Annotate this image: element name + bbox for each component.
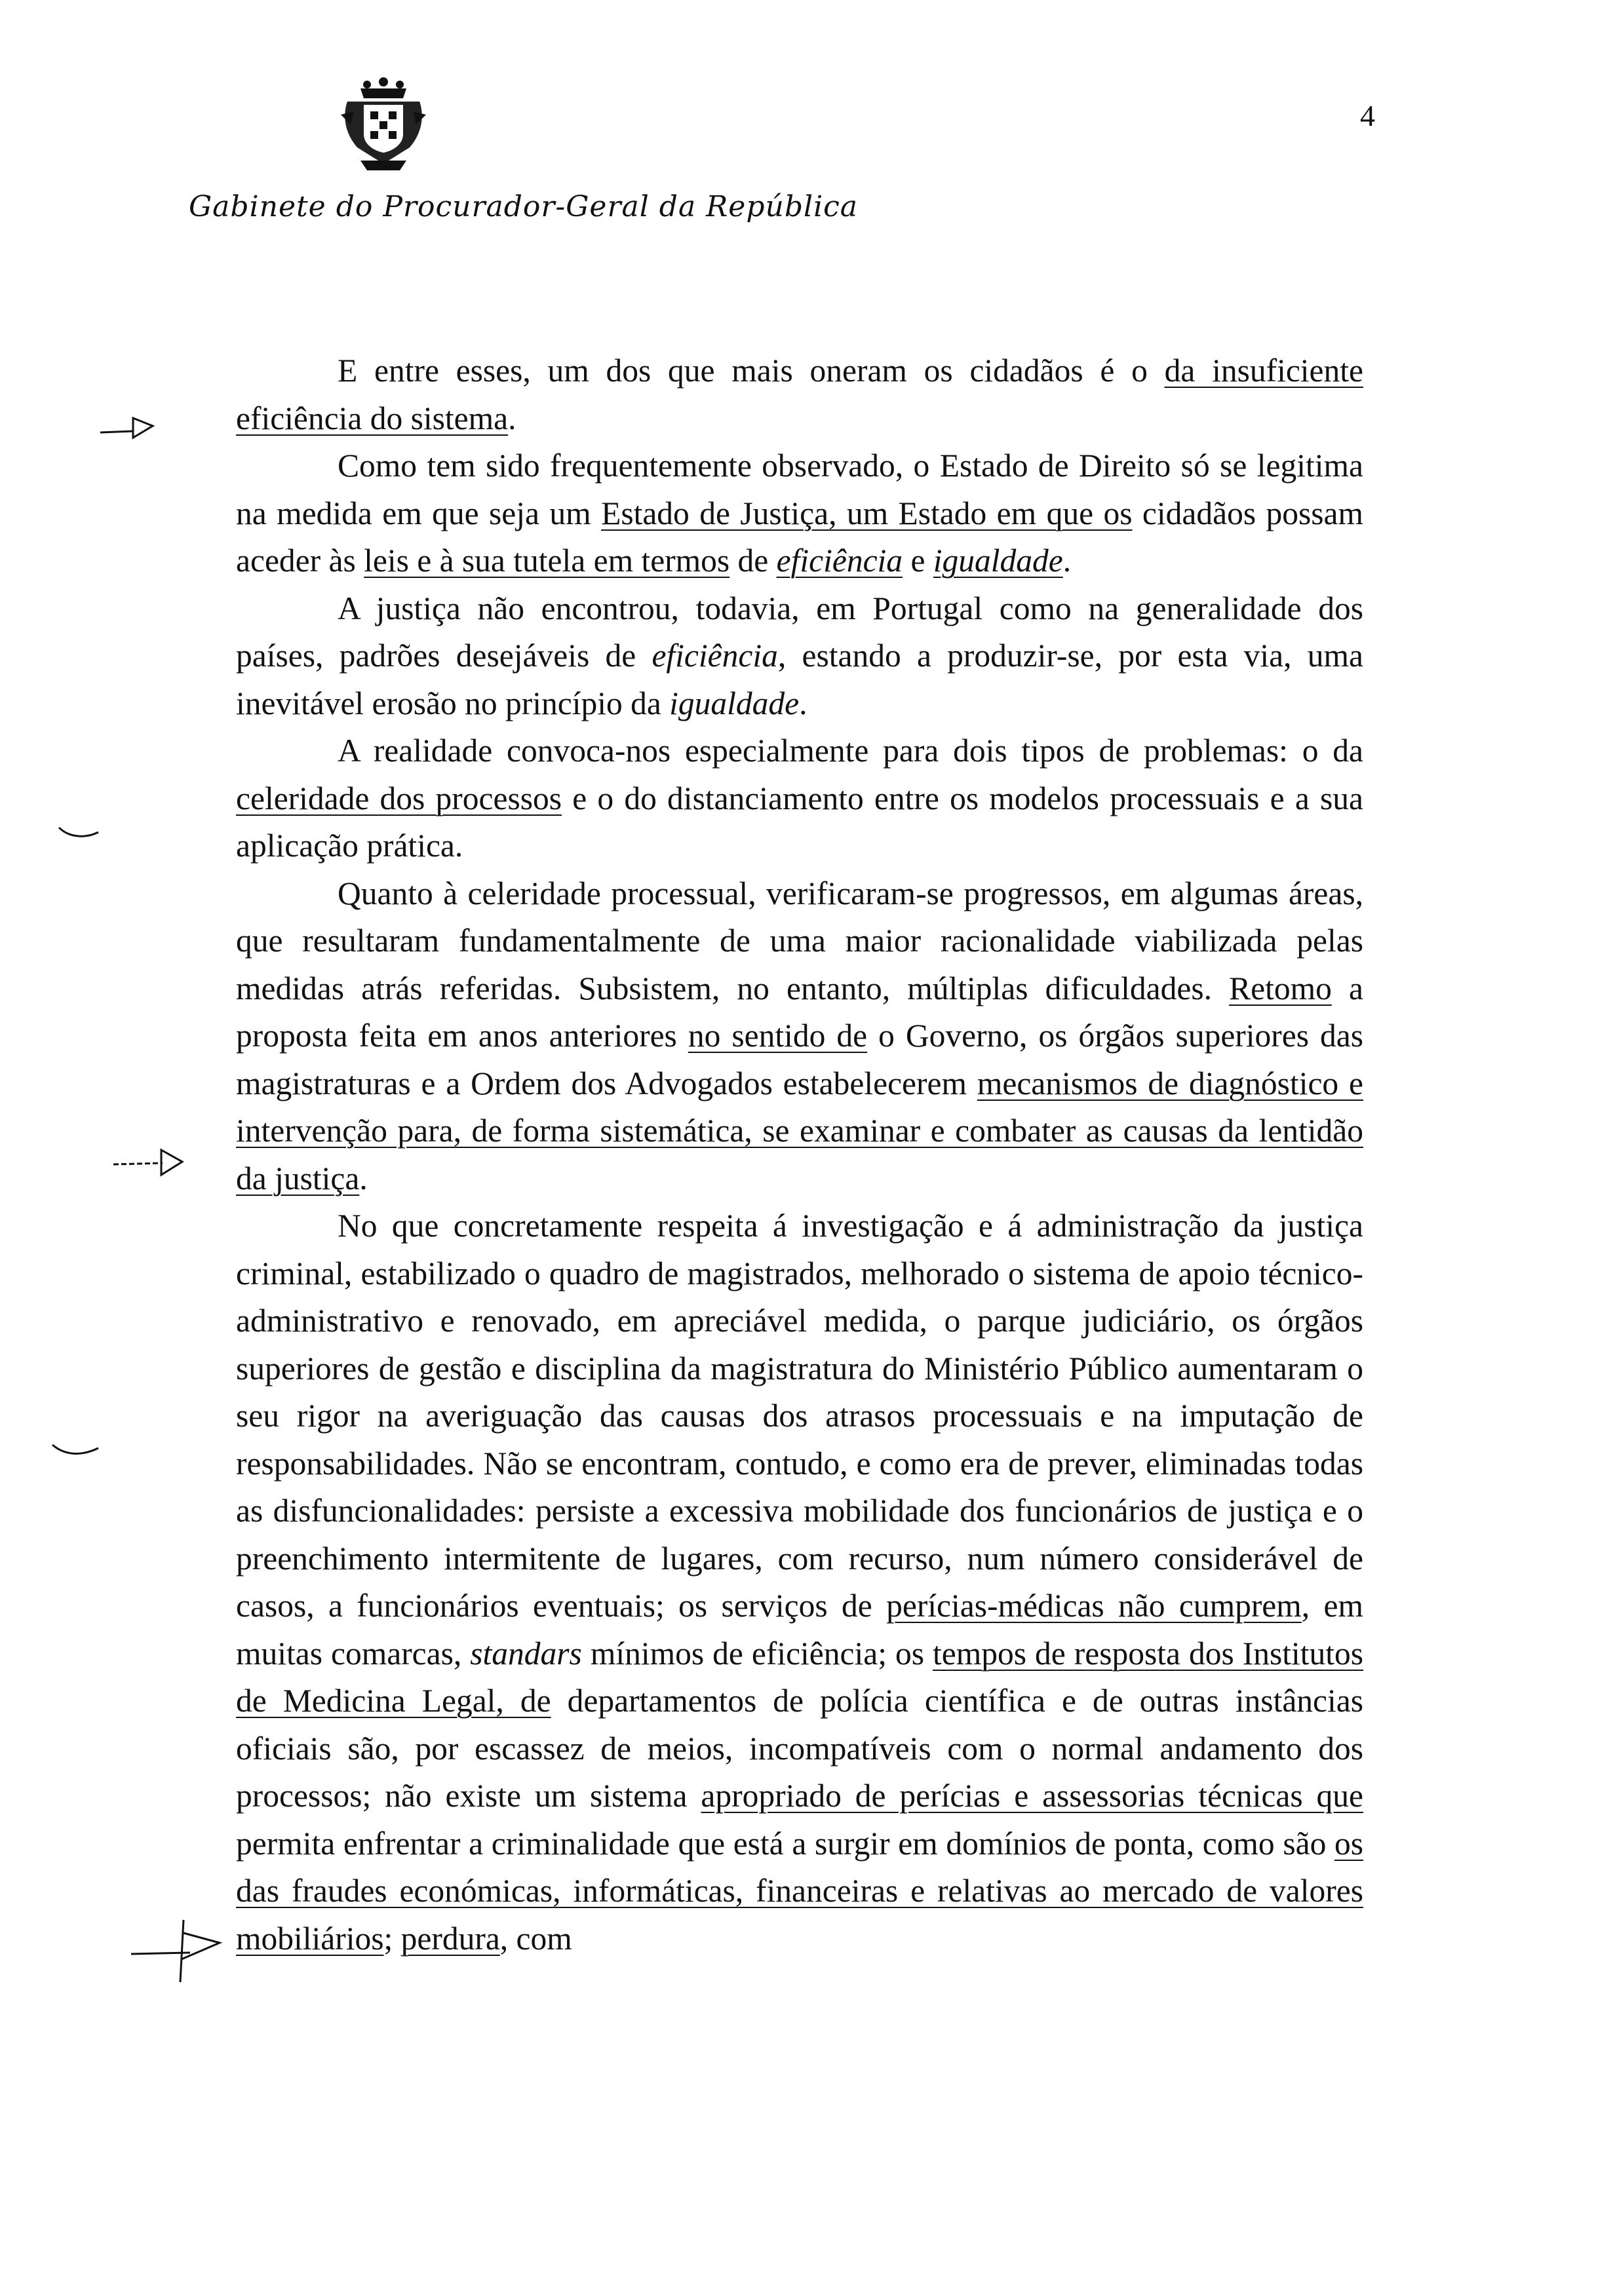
paragraph-4: A realidade convoca-nos especialmente para dois tipos de problemas: o da celeridade dos processos e o do distanciamento entre os modelos processuais e a sua aplicação prática. [236, 733, 1363, 864]
paragraph-5: Quanto à celeridade processual, verificaram-se progressos, em algumas áreas, que resultaram fundamentalmente de uma maior racionalidade viabilizada pelas medidas atrás referidas. Subsistem, no entanto, múltiplas dificuldades. Retomo a proposta feita em anos anteriores no sentido de o Governo, os órgãos superiores das magistraturas e a Ordem dos Advogados estabelecerem mecanismos de diagnóstico e intervenção para, de forma sistemática, se examinar e combater as causas da lentidão da justiça. [236, 875, 1363, 1196]
margin-arrow-mark-2 [110, 1143, 189, 1183]
paragraph-3: A justiça não encontrou, todavia, em Portugal como na generalidade dos países, padrões desejáveis de eficiência, estando a produzir-se, por esta via, uma inevitável erosão no princípio da igualdade. [236, 590, 1364, 721]
coat-of-arms-emblem [334, 75, 433, 174]
margin-tick-mark-2 [49, 1442, 102, 1461]
margin-arrow-mark-3 [128, 1913, 226, 1985]
paragraph-1: E entre esses, um dos que mais oneram os cidadãos é o da insuficiente eficiência do sistema. [236, 353, 1364, 436]
margin-arrow-mark-1 [97, 406, 156, 446]
paragraph-6: No que concretamente respeita á investigação e á administração da justiça criminal, estabilizado o quadro de magistrados, melhorado o sistema de apoio técnico-administrativo e renovado, em apreciável medida, o parque judiciário, os órgãos superiores de gestão e disciplina da magistratura do Ministério Público aumentaram o seu rigor na averiguação das causas dos atrasos processuais e na imputação de responsabilidades. Não se encontram, contudo, e como era de prever, eliminadas todas as disfuncionalidades: persiste a excessiva mobilidade dos funcionários de justiça e o preenchimento intermitente de lugares, com recurso, num número considerável de casos, a funcionários eventuais; os serviços de perícias-médicas não cumprem, em muitas comarcas, standars mínimos de eficiência; os tempos de resposta dos Institutos de Medicina Legal, de departamentos de polícia científica e de outras instâncias oficiais são, por escassez de meios, incompatíveis com o normal andamento dos processos; não existe um sistema apropriado de perícias e assessorias técnicas que permita enfrentar a criminalidade que está a surgir em domínios de ponta, como são os das fraudes económicas, informáticas, financeiras e relativas ao mercado de valores mobiliários; perdura, com [236, 1208, 1364, 1957]
paragraph-2: Como tem sido frequentemente observado, o Estado de Direito só se legitima na medida em que seja um Estado de Justiça, um Estado em que os cidadãos possam aceder às leis e à sua tutela em termos de eficiência e igualdade. [236, 448, 1363, 579]
margin-tick-mark-1 [56, 824, 102, 844]
page-number: 4 [1360, 99, 1375, 132]
document-body [236, 347, 1363, 1962]
office-letterhead: Gabinete do Procurador-Geral da República [189, 190, 859, 223]
